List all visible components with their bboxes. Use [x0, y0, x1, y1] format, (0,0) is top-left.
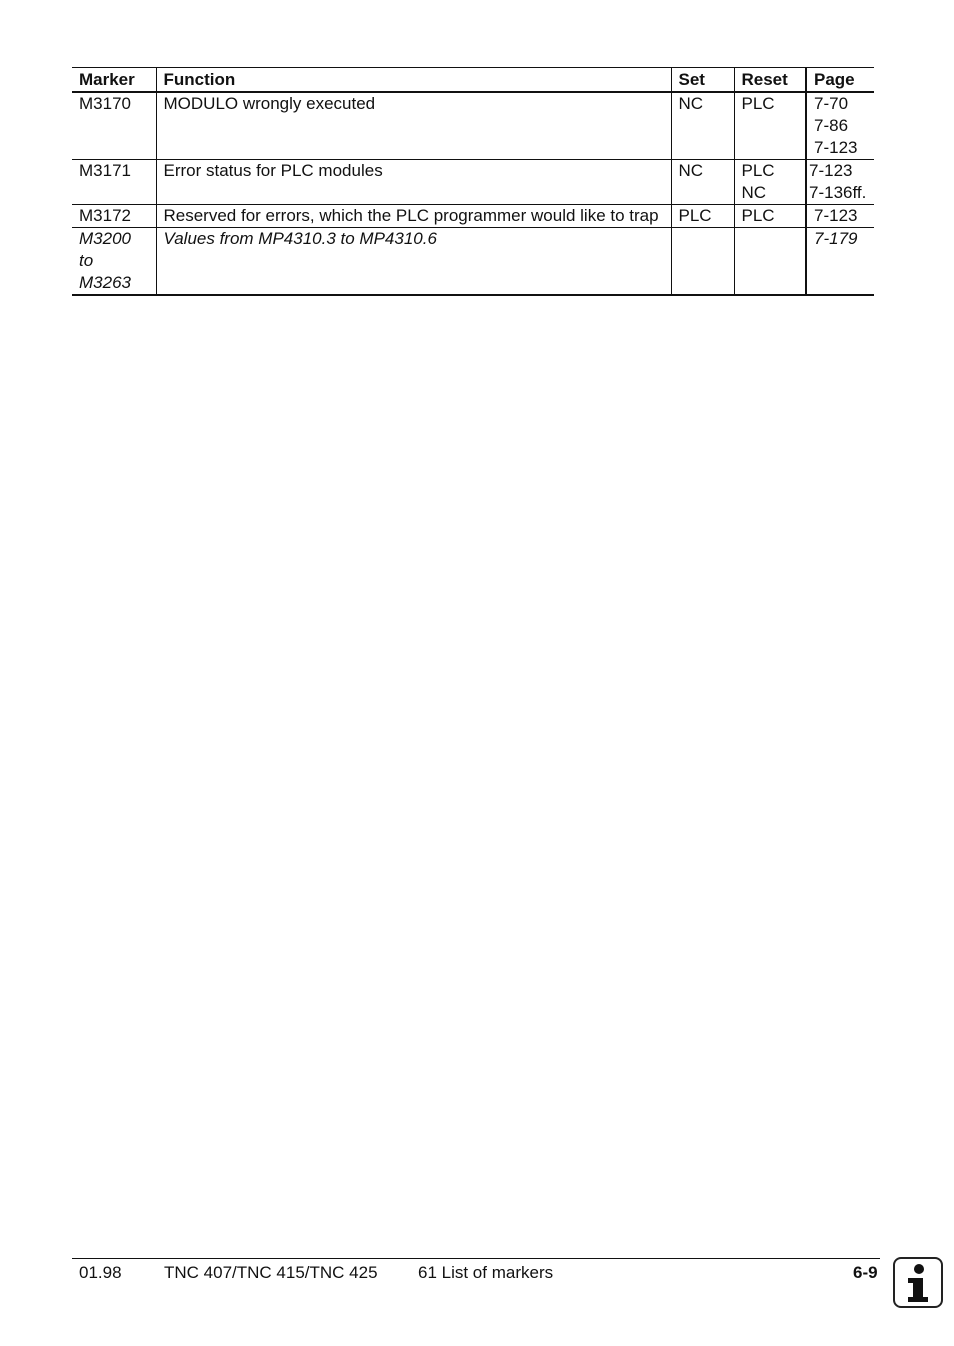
page-cell — [806, 92, 874, 160]
page-ref: 7-123 — [814, 206, 858, 225]
table-row — [72, 92, 874, 160]
header-page: Page — [806, 68, 874, 93]
reset-cell — [734, 228, 806, 296]
footer-model: TNC 407/TNC 415/TNC 425 — [164, 1263, 378, 1282]
function-cell: Error status for PLC modules — [156, 160, 671, 205]
set-cell — [671, 92, 734, 160]
set-cell — [671, 205, 734, 228]
page-ref: 7-123 — [814, 138, 858, 157]
footer-rule — [72, 1258, 880, 1259]
reset-text: NC — [741, 183, 767, 202]
header-marker: Marker — [72, 68, 156, 93]
marker-table — [72, 67, 874, 296]
marker-text: M3171 — [79, 161, 131, 180]
table-row — [72, 205, 874, 228]
footer-page-number: 6-9 — [853, 1263, 878, 1282]
page-cell — [806, 205, 874, 228]
info-icon — [893, 1257, 943, 1308]
table-row — [72, 160, 874, 205]
header-function: Function — [156, 68, 671, 93]
table-row — [72, 228, 874, 296]
marker-cell — [72, 228, 156, 296]
marker-text: M3170 — [79, 94, 131, 113]
reset-cell — [734, 205, 806, 228]
set-text: PLC — [678, 206, 712, 225]
page-cell — [806, 160, 874, 205]
footer-date: 01.98 — [79, 1263, 122, 1282]
marker-text: to — [79, 251, 94, 270]
info-icon-glyph — [895, 1259, 941, 1306]
reset-text: PLC — [741, 161, 775, 180]
set-text: NC — [678, 161, 704, 180]
function-cell: Values from MP4310.3 to MP4310.6 — [156, 228, 671, 296]
marker-text: M3263 — [79, 273, 131, 292]
page-ref: 7-123 — [809, 161, 853, 180]
set-cell — [671, 228, 734, 296]
header-reset: Reset — [734, 68, 806, 93]
reset-cell — [734, 160, 806, 205]
marker-cell — [72, 160, 156, 205]
page-ref: 7-70 — [814, 94, 849, 113]
page-ref: 7-179 — [814, 229, 858, 248]
marker-text: M3172 — [79, 206, 131, 225]
reset-text: PLC — [741, 206, 775, 225]
function-cell: Reserved for errors, which the PLC programmer would like to trap — [156, 205, 671, 228]
set-text: NC — [678, 94, 704, 113]
reset-text: PLC — [741, 94, 775, 113]
marker-text: M3200 — [79, 229, 131, 248]
page-ref: 7-136ff. — [809, 183, 867, 202]
page-ref: 7-86 — [814, 116, 849, 135]
table-header-row — [72, 68, 874, 93]
page-cell — [806, 228, 874, 296]
function-cell: MODULO wrongly executed — [156, 92, 671, 160]
reset-cell — [734, 92, 806, 160]
marker-cell — [72, 92, 156, 160]
footer-chapter: 61 List of markers — [418, 1263, 554, 1282]
set-cell — [671, 160, 734, 205]
marker-cell — [72, 205, 156, 228]
header-set: Set — [671, 68, 734, 93]
